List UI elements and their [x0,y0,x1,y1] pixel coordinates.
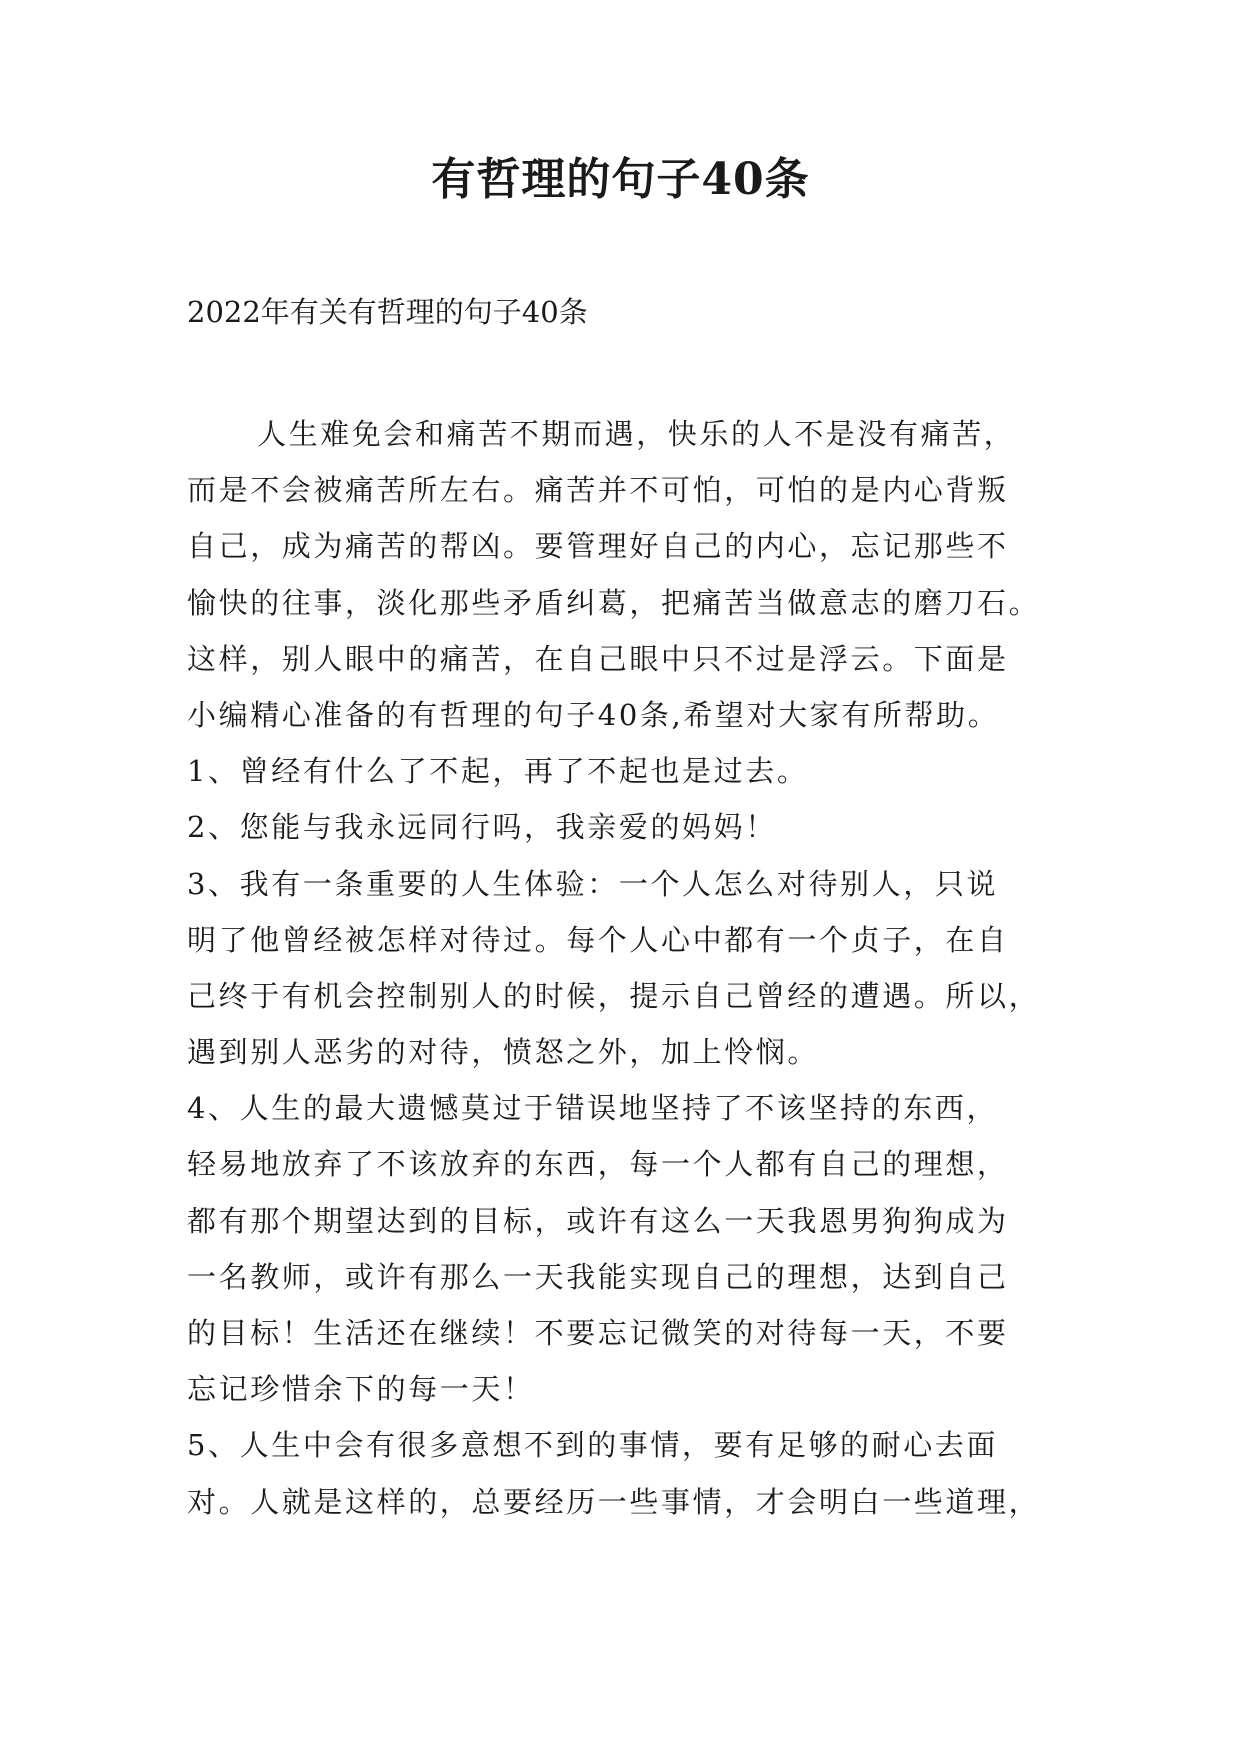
body-line: 己终于有机会控制别人的时候，提示自己曾经的遭遇。所以， [187,978,1041,1013]
list-item-3: 3、我有一条重要的人生体验：一个人怎么对待别人，只说 [187,866,999,901]
document-body [187,406,1067,1530]
document-title: 有哲理的句子40条 [431,154,810,205]
body-line: 自己，成为痛苦的帮凶。要管理好自己的内心，忘记那些不 [187,529,1009,564]
list-item-2: 2、您能与我永远同行吗，我亲爱的妈妈！ [187,810,777,845]
body-line: 人生难免会和痛苦不期而遇，快乐的人不是没有痛苦， [257,417,1016,451]
list-item-1: 1、曾经有什么了不起，再了不起也是过去。 [187,754,809,789]
body-line: 而是不会被痛苦所左右。痛苦并不可怕，可怕的是内心背叛 [187,473,1009,508]
body-line: 对。人就是这样的，总要经历一些事情，才会明白一些道理， [187,1484,1041,1519]
body-line: 一名教师，或许有那么一天我能实现自己的理想，达到自己 [187,1259,1009,1294]
list-item-5: 5、人生中会有很多意想不到的事情，要有足够的耐心去面 [187,1428,999,1463]
document-subtitle: 2022年有关有哲理的句子40条 [187,295,588,329]
body-line: 小编精心准备的有哲理的句子40条,希望对大家有所帮助。 [187,697,1000,732]
body-line: 轻易地放弃了不该放弃的东西，每一个人都有自己的理想， [187,1147,1009,1182]
body-line: 的目标！生活还在继续！不要忘记微笑的对待每一天，不要 [187,1316,1009,1350]
body-line: 这样，别人眼中的痛苦，在自己眼中只不过是浮云。下面是 [187,641,1009,676]
body-line: 明了他曾经被怎样对待过。每个人心中都有一个贞子，在自 [187,922,1009,957]
body-line: 愉快的往事，淡化那些矛盾纠葛，把痛苦当做意志的磨刀石。 [187,585,1041,620]
body-line: 遇到别人恶劣的对待，愤怒之外，加上怜悯。 [187,1035,820,1070]
list-item-4: 4、人生的最大遗憾莫过于错误地坚持了不该坚持的东西， [187,1091,999,1126]
body-line: 忘记珍惜余下的每一天！ [187,1372,535,1407]
body-line: 都有那个期望达到的目标，或许有这么一天我恩男狗狗成为 [187,1203,1009,1238]
